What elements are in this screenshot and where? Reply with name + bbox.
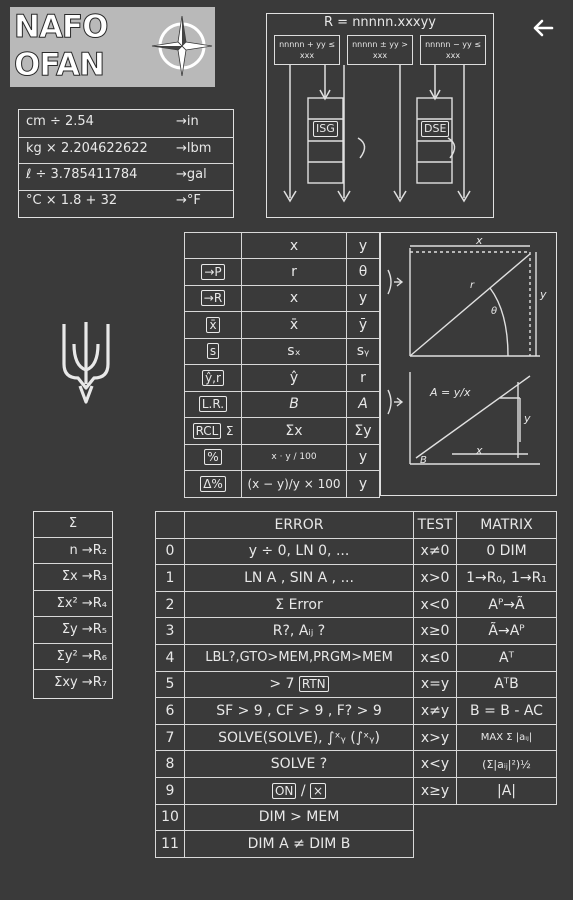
function-table	[184, 232, 380, 498]
error-number: 2	[156, 591, 185, 618]
logo-line1: NAFO	[14, 9, 108, 45]
linear-graph-y-label: y	[524, 412, 531, 425]
nafo-logo	[10, 7, 215, 87]
sigma-register-item: Σy →R₅	[33, 617, 113, 644]
test-op: x≥y	[414, 777, 457, 804]
matrix-op: Aᴾ→Ã	[457, 591, 557, 618]
func-header-y: y	[347, 233, 380, 259]
error-number: 3	[156, 618, 185, 645]
matrix-op: (Σ|aᵢⱼ|²)½	[457, 751, 557, 778]
on-key: ON	[272, 783, 296, 799]
sigma-register-item: Σx →R₃	[33, 564, 113, 591]
table-row	[156, 777, 557, 804]
polar-graph-theta-label: θ	[491, 306, 498, 317]
conversion-unit: →lbm	[176, 141, 212, 156]
conversion-row	[26, 141, 230, 156]
error-desc: SOLVE ?	[185, 751, 414, 778]
back-arrow-icon[interactable]	[528, 13, 558, 43]
error-desc-cell	[185, 671, 414, 698]
conversion-formula: kg × 2.204622622	[26, 141, 148, 156]
func-y: y	[347, 471, 380, 498]
test-op: x<y	[414, 751, 457, 778]
matrix-op: AᵀB	[457, 671, 557, 698]
error-desc: LN A , SIN A , ...	[185, 565, 414, 592]
polar-graph-x-label: x	[476, 234, 483, 247]
percent-change-key: Δ%	[200, 476, 226, 492]
table-row	[156, 724, 557, 751]
to-rect-key: →R	[201, 290, 225, 306]
func-x: ŷ	[242, 365, 347, 392]
func-x: Σx	[242, 418, 347, 445]
error-desc: SF > 9 , CF > 9 , F? > 9	[185, 698, 414, 725]
error-number: 8	[156, 751, 185, 778]
conversion-row	[26, 167, 230, 182]
sigma-header: Σ	[33, 511, 113, 538]
polar-graph-y-label: y	[540, 288, 547, 301]
matrix-op: MAX Σ |aᵢⱼ|	[457, 724, 557, 751]
matrix-header: MATRIX	[457, 512, 557, 539]
rtn-key: RTN	[299, 676, 329, 692]
func-x: B	[242, 391, 347, 418]
test-header: TEST	[414, 512, 457, 539]
table-row	[156, 751, 557, 778]
func-x: x · y / 100	[242, 444, 347, 471]
error-desc: SOLVE(SOLVE), ∫ˣᵧ (∫ˣᵧ)	[185, 724, 414, 751]
table-row	[156, 644, 557, 671]
error-number: 11	[156, 831, 185, 858]
table-row	[156, 565, 557, 592]
func-y: r	[347, 365, 380, 392]
error-number: 9	[156, 777, 185, 804]
func-y: θ	[347, 259, 380, 286]
test-op: x≥0	[414, 618, 457, 645]
conversion-unit: →°F	[176, 193, 201, 208]
sigma-register-item: Σxy →R₇	[54, 675, 107, 690]
linear-regression-key: L.R.	[199, 396, 227, 412]
error-desc: DIM > MEM	[185, 804, 414, 831]
sigma-symbol: Σ	[225, 423, 234, 438]
error-number: 10	[156, 804, 185, 831]
register-flow-lines	[266, 13, 494, 218]
func-header-key	[185, 233, 242, 259]
sigma-register-item: n →R₂	[33, 538, 113, 565]
linear-graph-formula: A = y/x	[430, 386, 471, 399]
error-desc: /	[300, 782, 306, 799]
mean-key: x̄	[206, 317, 219, 333]
conversion-row	[26, 193, 230, 208]
matrix-op: |A|	[457, 777, 557, 804]
polar-graph-r-label: r	[470, 280, 475, 291]
table-row	[156, 618, 557, 645]
error-number: 0	[156, 538, 185, 565]
linear-graph-intercept-label: B	[420, 455, 427, 466]
func-header-x: x	[242, 233, 347, 259]
func-x: sₓ	[242, 338, 347, 365]
conversion-unit: →in	[176, 114, 199, 129]
test-op: x<0	[414, 591, 457, 618]
func-y: y	[347, 444, 380, 471]
test-op: x≠y	[414, 698, 457, 725]
error-desc: y ÷ 0, LN 0, ...	[185, 538, 414, 565]
register-col1-label: nnnnn + yy ≤ xxx	[279, 40, 335, 60]
conversion-formula: ℓ ÷ 3.785411784	[26, 167, 138, 182]
matrix-op: 1→R₀, 1→R₁	[457, 565, 557, 592]
trident-icon	[58, 318, 114, 406]
clear-key: ×	[310, 783, 326, 799]
sigma-registers-list	[33, 511, 113, 696]
logo-line2: OFAN	[14, 47, 104, 83]
error-desc: DIM A ≠ DIM B	[185, 831, 414, 858]
linear-graph-x-label: x	[476, 444, 483, 457]
error-desc: R?, Aᵢⱼ ?	[185, 618, 414, 645]
graph-lines	[380, 232, 557, 496]
stddev-key: s	[207, 343, 219, 359]
table-row	[156, 671, 557, 698]
error-number: 6	[156, 698, 185, 725]
register-title: R = nnnnn.xxxyy	[324, 15, 436, 30]
register-col2-label: nnnnn ± yy > xxx	[352, 40, 408, 60]
matrix-op: B = B - AC	[457, 698, 557, 725]
sigma-register-item: Σy² →R₆	[33, 644, 113, 671]
dse-key: DSE	[421, 121, 449, 137]
to-polar-key: →P	[201, 264, 224, 280]
func-y: A	[347, 391, 380, 418]
conversion-row	[26, 114, 230, 129]
percent-key: %	[204, 449, 221, 465]
func-x: r	[242, 259, 347, 286]
error-header: ERROR	[185, 512, 414, 539]
register-col3-label: nnnnn − yy ≤ xxx	[425, 40, 481, 60]
compass-star-icon	[150, 14, 214, 78]
func-y: ȳ	[347, 312, 380, 339]
sigma-register-item: Σx² →R₄	[33, 591, 113, 618]
error-desc-cell	[185, 777, 414, 804]
error-table	[155, 511, 557, 858]
test-op: x=y	[414, 671, 457, 698]
table-row	[156, 804, 557, 831]
conversion-unit: →gal	[176, 167, 207, 182]
error-number: 1	[156, 565, 185, 592]
conversion-formula: cm ÷ 2.54	[26, 114, 94, 129]
func-x: (x − y)/y × 100	[242, 471, 347, 498]
func-y: y	[347, 285, 380, 312]
test-op: x≤0	[414, 644, 457, 671]
table-row	[156, 591, 557, 618]
table-row	[156, 698, 557, 725]
test-op: x>0	[414, 565, 457, 592]
test-op: x>y	[414, 724, 457, 751]
isg-key: ISG	[313, 121, 338, 137]
func-x: x̄	[242, 312, 347, 339]
matrix-op: Aᵀ	[457, 644, 557, 671]
table-row	[156, 831, 557, 858]
test-op: x≠0	[414, 538, 457, 565]
estimate-key: ŷ,r	[202, 370, 224, 386]
func-x: x	[242, 285, 347, 312]
matrix-op: Ã→Aᴾ	[457, 618, 557, 645]
error-desc: Σ Error	[185, 591, 414, 618]
error-number: 5	[156, 671, 185, 698]
error-number: 4	[156, 644, 185, 671]
error-number: 7	[156, 724, 185, 751]
error-desc: > 7	[269, 676, 295, 693]
func-y: sᵧ	[347, 338, 380, 365]
table-row	[156, 538, 557, 565]
recall-key: RCL	[193, 423, 222, 439]
func-y: Σy	[347, 418, 380, 445]
matrix-op: 0 DIM	[457, 538, 557, 565]
error-desc: LBL?,GTO>MEM,PRGM>MEM	[185, 644, 414, 671]
conversion-formula: °C × 1.8 + 32	[26, 193, 118, 208]
